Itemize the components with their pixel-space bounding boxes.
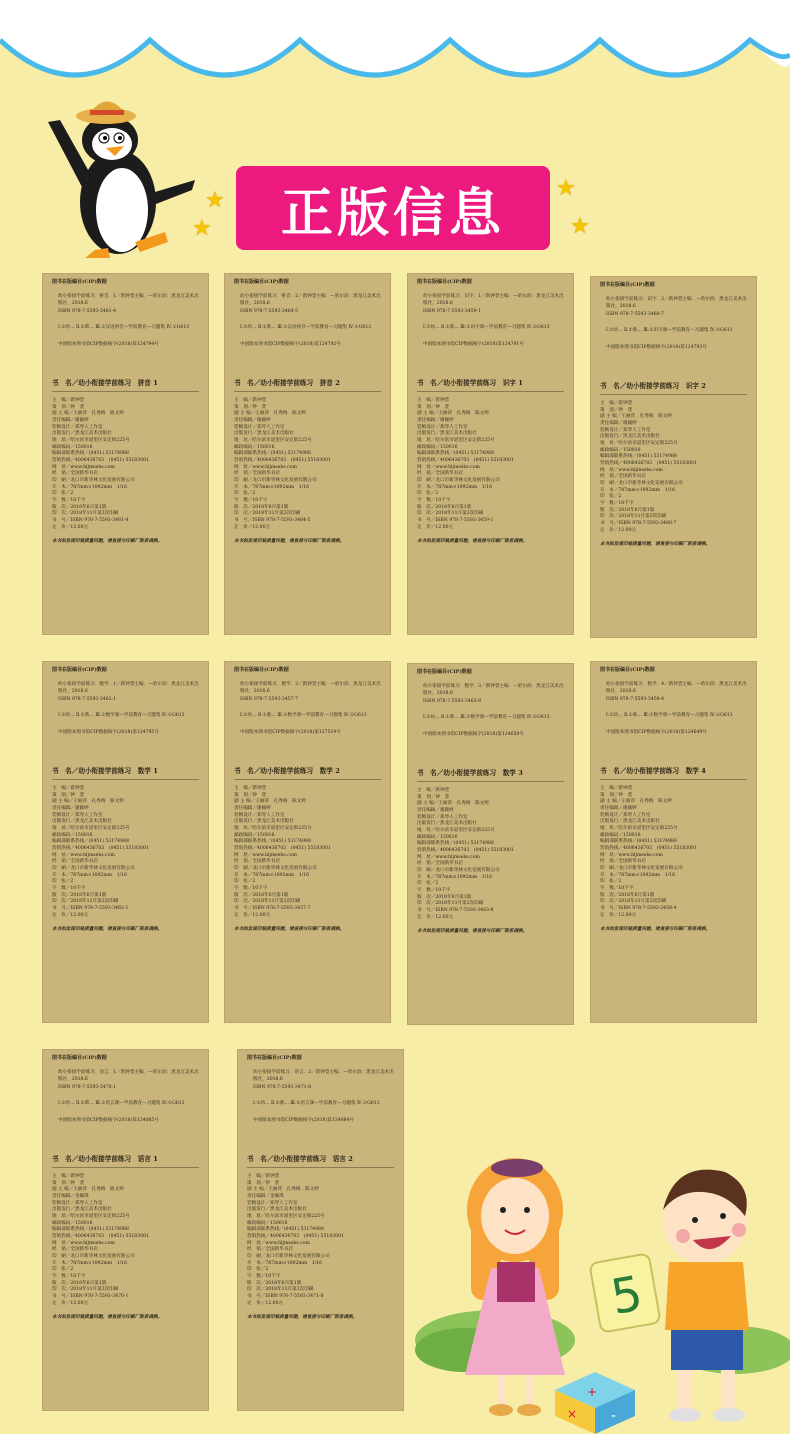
cip-header: 图书在版编目(CIP)数据 xyxy=(417,669,472,675)
publication-field: 主 编／新钟萱 xyxy=(234,398,267,404)
copyright-card xyxy=(42,661,209,1023)
publication-field: 字 数／10千字 xyxy=(234,497,268,503)
publication-field: 邮政编码／150016 xyxy=(600,447,641,453)
publication-field: 装帧设计／郑琴人工作室 xyxy=(52,812,103,818)
publication-field: 责任编辑／谢颖婷 xyxy=(234,806,271,812)
publication-field: 副 主 编／王丽萍 孔秀梅 陈文婷 xyxy=(247,1187,319,1193)
publication-field: 经 销／全国新华书店 xyxy=(52,1247,98,1253)
publication-field: 主 编／新钟萱 xyxy=(52,398,85,404)
publication-field: 网 址／www.hljmsebs.com xyxy=(52,852,115,858)
dice-minus: - xyxy=(611,1408,617,1424)
publication-field: 印 张／2 xyxy=(52,1267,74,1273)
publication-field: 编辑部联系热线／(0451) 53174988 xyxy=(234,839,311,845)
penguin-mascot-illustration xyxy=(40,92,200,262)
cip-number: 中国版本图书馆CIP数据核字(2018)第124794号 xyxy=(58,341,159,347)
publication-field: 版 次／2018年6月第1版 xyxy=(600,507,655,513)
publication-field: 字 数／10千字 xyxy=(52,1273,86,1279)
publication-field: 策 划／钟 萱 xyxy=(600,792,633,798)
publication-field: 网 址／www.hljmsebs.com xyxy=(417,854,480,860)
publication-field: 编辑部联系热线／(0451) 53174988 xyxy=(52,451,129,457)
publication-field: 印 次／2018年11月第2次印刷 xyxy=(52,1287,119,1293)
publication-field: 书 号／ISBN 978-7-5593-3458-4 xyxy=(600,905,677,911)
publication-field: 经 销／全国新华书店 xyxy=(234,859,280,865)
publication-field: 营销热线／4006436703 (0451) 55183001 xyxy=(600,460,697,466)
publication-field: 策 划／钟 萱 xyxy=(417,404,450,410)
publication-field: 经 销／全国新华书店 xyxy=(417,471,463,477)
publication-field: 开 本／787mm×1092mm 1/16 xyxy=(600,872,676,878)
copyright-card xyxy=(42,273,209,635)
cip-number: 中国版本图书馆CIP数据核字(2018)第124792号 xyxy=(240,341,341,347)
publication-field: 印 张／2 xyxy=(600,879,622,885)
publication-field: 营销热线／4006436703 (0451) 55183001 xyxy=(52,457,149,463)
copyright-card xyxy=(237,1049,404,1411)
cip-line: ISBN 978-7-5593-3457-7 xyxy=(240,696,299,702)
publication-field: 网 址／www.hljmsebs.com xyxy=(247,1240,310,1246)
publication-field: 字 数／10千字 xyxy=(234,885,268,891)
publication-field: 印 刷／龙口市新华林文化发展有限公司 xyxy=(600,865,683,871)
publication-field: 邮政编码／150016 xyxy=(52,1220,93,1226)
quality-notice: 本书如发现印装质量问题，请直接与印刷厂联系调换。 xyxy=(600,542,711,548)
dice-plus: + xyxy=(587,1385,598,1399)
publication-field: 定 价／12.00元 xyxy=(52,912,89,918)
publication-field: 主 编／新钟萱 xyxy=(600,401,633,407)
publication-field: 开 本／787mm×1092mm 1/16 xyxy=(417,874,493,880)
dice-times: × xyxy=(567,1407,578,1421)
publication-field: 出版发行／黑龙江美术出版社 xyxy=(52,1207,112,1213)
publication-field: 经 销／全国新华书店 xyxy=(52,471,98,477)
publication-field: 地 址／哈尔滨市道里区安定街225号 xyxy=(600,826,678,832)
cip-line: ISBN 978-7-5593-3464-5 xyxy=(240,308,299,314)
publication-field: 字 数／10千字 xyxy=(247,1273,281,1279)
publication-field: 营销热线／4006436703 (0451) 55183001 xyxy=(52,845,149,851)
publication-field: 编辑部联系热线／(0451) 53174988 xyxy=(234,451,311,457)
cip-line: ISBN 978-7-5593-3463-8 xyxy=(423,698,482,704)
publication-field: 定 价／12.00元 xyxy=(52,1300,89,1306)
book-title: 书 名／幼小衔接学前练习 数学 2 xyxy=(234,767,381,781)
cip-line: ISBN 978-7-5593-3461-4 xyxy=(58,308,117,314)
publication-field: 装帧设计／郑琴人工作室 xyxy=(234,424,285,430)
publication-field: 装帧设计／郑琴人工作室 xyxy=(600,812,651,818)
cip-line: 幼小衔接学前练习．语言．2／新钟萱主编．—哈尔滨：黑龙江美术出版社，2018.6 xyxy=(253,1070,394,1082)
book-title: 书 名／幼小衔接学前练习 识字 2 xyxy=(600,382,747,396)
publication-field: 邮政编码／150016 xyxy=(247,1220,288,1226)
publication-field: 出版发行／黑龙江美术出版社 xyxy=(52,431,112,437)
publication-field: 编辑部联系热线／(0451) 53174988 xyxy=(52,839,129,845)
publication-field: 印 张／2 xyxy=(247,1267,269,1273)
publication-field: 书 号／ISBN 978-7-5593-3471-8 xyxy=(247,1293,324,1299)
publication-field: 版 次／2018年6月第1版 xyxy=(417,504,472,510)
publication-field: 责任编辑／谢颖婷 xyxy=(417,808,454,814)
publication-field: 经 销／全国新华书店 xyxy=(600,474,646,480)
publication-field: 策 划／钟 萱 xyxy=(234,792,267,798)
publication-field: 版 次／2018年6月第1版 xyxy=(417,894,472,900)
publication-field: 开 本／787mm×1092mm 1/16 xyxy=(600,487,676,493)
publication-field: 策 划／钟 萱 xyxy=(600,407,633,413)
publication-field: 营销热线／4006436703 (0451) 55183001 xyxy=(417,457,514,463)
publication-field: 地 址／哈尔滨市道里区安定街225号 xyxy=(247,1214,325,1220)
classification-line: Ⅰ.①幼… Ⅱ.①新… Ⅲ.①汉语拼音—学前教育—习题集 Ⅳ.①G613 xyxy=(58,325,190,331)
cip-number: 中国版本图书馆CIP数据核字(2018)第124659号 xyxy=(423,731,524,737)
publication-field: 版 次／2018年6月第1版 xyxy=(52,504,107,510)
publication-field: 印 张／2 xyxy=(234,491,256,497)
publication-field: 出版发行／黑龙江美术出版社 xyxy=(247,1207,307,1213)
publication-field: 印 次／2018年11月第2次印刷 xyxy=(600,514,667,520)
publication-field: 网 址／www.hljmsebs.com xyxy=(600,467,663,473)
publication-field: 出版发行／黑龙江美术出版社 xyxy=(234,819,294,825)
publication-field: 营销热线／4006436703 (0451) 55183001 xyxy=(600,845,697,851)
cip-number: 中国版本图书馆CIP数据核字(2018)第134085号 xyxy=(58,1117,159,1123)
publication-field: 策 划／钟 萱 xyxy=(52,792,85,798)
publication-field: 地 址／哈尔滨市道里区安定街225号 xyxy=(417,828,495,834)
publication-field: 副 主 编／王丽萍 孔秀梅 陈文婷 xyxy=(52,1187,124,1193)
publication-field: 印 刷／龙口市新华林文化发展有限公司 xyxy=(52,865,135,871)
publication-field: 经 销／全国新华书店 xyxy=(52,859,98,865)
cip-line: ISBN 978-7-5593-3462-1 xyxy=(58,696,117,702)
publication-field: 印 次／2018年11月第2次印刷 xyxy=(417,901,484,907)
publication-field: 责任编辑／金佩琪 xyxy=(247,1194,284,1200)
publication-field: 印 次／2018年11月第2次印刷 xyxy=(234,511,301,517)
classification-line: Ⅰ.①幼… Ⅱ.①新… Ⅲ.①语言课—学前教育—习题集 Ⅳ.①G613 xyxy=(253,1101,380,1107)
publication-field: 主 编／新钟萱 xyxy=(52,1174,85,1180)
publication-field: 印 刷／龙口市新华林文化发展有限公司 xyxy=(417,867,500,873)
classification-line: Ⅰ.①幼… Ⅱ.①新… Ⅲ.①识字课—学前教育—习题集 Ⅳ.①G613 xyxy=(423,325,550,331)
publication-field: 邮政编码／150016 xyxy=(417,834,458,840)
publication-field: 书 号／ISBN 978-7-5593-3464-5 xyxy=(234,517,311,523)
publication-field: 编辑部联系热线／(0451) 53174988 xyxy=(247,1227,324,1233)
quality-notice: 本书如发现印装质量问题，请直接与印刷厂联系调换。 xyxy=(52,1315,163,1321)
publication-field: 邮政编码／150016 xyxy=(52,444,93,450)
publication-field: 编辑部联系热线／(0451) 53174988 xyxy=(600,839,677,845)
publication-field: 装帧设计／郑琴人工作室 xyxy=(234,812,285,818)
publication-field: 印 刷／龙口市新华林文化发展有限公司 xyxy=(417,477,500,483)
publication-field: 主 编／新钟萱 xyxy=(247,1174,280,1180)
publication-field: 定 价／12.00元 xyxy=(600,527,637,533)
publication-field: 经 销／全国新华书店 xyxy=(234,471,280,477)
cip-line: ISBN 978-7-5593-3459-1 xyxy=(423,308,482,314)
cip-line: 幼小衔接学前练习．识字．1／新钟萱主编．—哈尔滨：黑龙江美术出版社，2018.6 xyxy=(423,294,564,306)
cip-header: 图书在版编目(CIP)数据 xyxy=(52,667,107,673)
publication-field: 书 号／ISBN 978-7-5593-3462-1 xyxy=(52,905,129,911)
publication-field: 字 数／10千字 xyxy=(600,885,634,891)
publication-field: 营销热线／4006436703 (0451) 55183001 xyxy=(234,845,331,851)
publication-field: 邮政编码／150016 xyxy=(600,832,641,838)
cip-line: 幼小衔接学前练习．数学．1／新钟萱主编．—哈尔滨：黑龙江美术出版社，2018.6 xyxy=(58,682,199,694)
publication-field: 策 划／钟 萱 xyxy=(247,1180,280,1186)
publication-field: 开 本／787mm×1092mm 1/16 xyxy=(52,872,128,878)
publication-field: 出版发行／黑龙江美术出版社 xyxy=(234,431,294,437)
cip-line: 幼小衔接学前练习．拼音．2／新钟萱主编．—哈尔滨：黑龙江美术出版社，2018.6 xyxy=(240,294,381,306)
copyright-card xyxy=(407,273,574,635)
publication-field: 定 价／12.00元 xyxy=(234,524,271,530)
publication-field: 印 次／2018年11月第2次印刷 xyxy=(247,1287,314,1293)
publication-field: 印 次／2018年11月第2次印刷 xyxy=(52,899,119,905)
publication-field: 编辑部联系热线／(0451) 53174988 xyxy=(417,841,494,847)
publication-field: 印 刷／龙口市新华林文化发展有限公司 xyxy=(234,477,317,483)
book-title: 书 名／幼小衔接学前练习 语言 2 xyxy=(247,1155,394,1169)
publication-field: 定 价／12.00元 xyxy=(234,912,271,918)
publication-field: 副 主 编／王丽萍 孔秀梅 陈文婷 xyxy=(600,414,672,420)
publication-field: 地 址／哈尔滨市道里区安定街225号 xyxy=(234,438,312,444)
book-title: 书 名／幼小衔接学前练习 拼音 1 xyxy=(52,379,199,393)
publication-field: 书 号／ISBN 978-7-5593-3460-7 xyxy=(600,520,677,526)
publication-field: 邮政编码／150016 xyxy=(234,444,275,450)
classification-line: Ⅰ.①幼… Ⅱ.①新… Ⅲ.①汉语拼音—学前教育—习题集 Ⅳ.①G613 xyxy=(240,325,372,331)
quality-notice: 本书如发现印装质量问题，请直接与印刷厂联系调换。 xyxy=(52,927,163,933)
publication-field: 邮政编码／150016 xyxy=(417,444,458,450)
publication-field: 定 价／12.00元 xyxy=(600,912,637,918)
publication-field: 印 刷／龙口市新华林文化发展有限公司 xyxy=(247,1253,330,1259)
publication-field: 印 张／2 xyxy=(417,491,439,497)
publication-field: 营销热线／4006436703 (0451) 55183001 xyxy=(234,457,331,463)
copyright-card xyxy=(590,661,757,1023)
publication-field: 责任编辑／谢颖婷 xyxy=(52,806,89,812)
cip-number: 中国版本图书馆CIP数据核字(2018)第127519号 xyxy=(240,729,341,735)
publication-field: 印 张／2 xyxy=(600,494,622,500)
copyright-card xyxy=(224,661,391,1023)
publication-field: 经 销／全国新华书店 xyxy=(247,1247,293,1253)
publication-field: 经 销／全国新华书店 xyxy=(600,859,646,865)
star-icon: ★ xyxy=(556,176,576,201)
kids-playing-illustration xyxy=(405,1150,790,1434)
publication-field: 网 址／www.hljmsebs.com xyxy=(417,464,480,470)
publication-field: 开 本／787mm×1092mm 1/16 xyxy=(234,484,310,490)
publication-field: 责任编辑／谢颖婷 xyxy=(417,418,454,424)
cip-line: ISBN 978-7-5593-3460-7 xyxy=(606,311,665,317)
cip-header: 图书在版编目(CIP)数据 xyxy=(600,282,655,288)
publication-field: 主 编／新钟萱 xyxy=(417,788,450,794)
publication-field: 策 划／钟 萱 xyxy=(234,404,267,410)
copyright-card xyxy=(42,1049,209,1411)
quality-notice: 本书如发现印装质量问题，请直接与印刷厂联系调换。 xyxy=(234,927,345,933)
publication-field: 地 址／哈尔滨市道里区安定街225号 xyxy=(52,438,130,444)
quality-notice: 本书如发现印装质量问题，请直接与印刷厂联系调换。 xyxy=(417,539,528,545)
publication-field: 责任编辑／谢颖婷 xyxy=(234,418,271,424)
publication-field: 出版发行／黑龙江美术出版社 xyxy=(417,821,477,827)
publication-field: 责任编辑／谢颖婷 xyxy=(600,421,637,427)
cip-line: ISBN 978-7-5593-3458-4 xyxy=(606,696,665,702)
publication-field: 装帧设计／郑琴人工作室 xyxy=(52,1200,103,1206)
publication-field: 地 址／哈尔滨市道里区安定街225号 xyxy=(52,1214,130,1220)
classification-line: Ⅰ.①幼… Ⅱ.①新… Ⅲ.①数学课—学前教育—习题集 Ⅳ.①G613 xyxy=(240,713,367,719)
star-icon: ★ xyxy=(205,188,225,213)
cip-line: 幼小衔接学前练习．数学．4／新钟萱主编．—哈尔滨：黑龙江美术出版社，2018.6 xyxy=(606,682,747,694)
publication-field: 版 次／2018年6月第1版 xyxy=(247,1280,302,1286)
publication-field: 主 编／新钟萱 xyxy=(52,786,85,792)
publication-field: 印 次／2018年11月第2次印刷 xyxy=(417,511,484,517)
copyright-card xyxy=(224,273,391,635)
quality-notice: 本书如发现印装质量问题，请直接与印刷厂联系调换。 xyxy=(234,539,345,545)
cip-header: 图书在版编目(CIP)数据 xyxy=(52,1055,107,1061)
cip-line: 幼小衔接学前练习．语言．1／新钟萱主编．—哈尔滨：黑龙江美术出版社，2018.6 xyxy=(58,1070,199,1082)
publication-field: 主 编／新钟萱 xyxy=(234,786,267,792)
book-title: 书 名／幼小衔接学前练习 数学 3 xyxy=(417,769,564,783)
publication-field: 定 价／12.00元 xyxy=(417,914,454,920)
cip-number: 中国版本图书馆CIP数据核字(2018)第134084号 xyxy=(253,1117,354,1123)
publication-field: 定 价／12.00元 xyxy=(417,524,454,530)
page-title-banner: 正版信息 xyxy=(236,166,550,250)
publication-field: 网 址／www.hljmsebs.com xyxy=(52,464,115,470)
publication-field: 出版发行／黑龙江美术出版社 xyxy=(52,819,112,825)
classification-line: Ⅰ.①幼… Ⅱ.①新… Ⅲ.①数学课—学前教育—习题集 Ⅳ.①G613 xyxy=(423,715,550,721)
publication-field: 营销热线／4006436703 (0451) 55183001 xyxy=(417,847,514,853)
cip-line: 幼小衔接学前练习．识字．2／新钟萱主编．—哈尔滨：黑龙江美术出版社，2018.6 xyxy=(606,297,747,309)
publication-field: 字 数／10千字 xyxy=(417,887,451,893)
cip-header: 图书在版编目(CIP)数据 xyxy=(234,667,289,673)
publication-field: 开 本／787mm×1092mm 1/16 xyxy=(52,1260,128,1266)
publication-field: 书 号／ISBN 978-7-5593-3463-8 xyxy=(417,907,494,913)
book-title: 书 名／幼小衔接学前练习 数学 1 xyxy=(52,767,199,781)
cip-number: 中国版本图书馆CIP数据核字(2018)第124795号 xyxy=(58,729,159,735)
publication-field: 版 次／2018年6月第1版 xyxy=(52,892,107,898)
cip-line: ISBN 978-7-5593-3471-8 xyxy=(253,1084,312,1090)
publication-field: 营销热线／4006436703 (0451) 55183001 xyxy=(52,1233,149,1239)
publication-field: 出版发行／黑龙江美术出版社 xyxy=(417,431,477,437)
publication-field: 版 次／2018年6月第1版 xyxy=(234,892,289,898)
publication-field: 编辑部联系热线／(0451) 53174988 xyxy=(600,454,677,460)
publication-field: 策 划／钟 萱 xyxy=(52,404,85,410)
book-title: 书 名／幼小衔接学前练习 语言 1 xyxy=(52,1155,199,1169)
cip-line: 幼小衔接学前练习．数学．3／新钟萱主编．—哈尔滨：黑龙江美术出版社，2018.6 xyxy=(423,684,564,696)
classification-line: Ⅰ.①幼… Ⅱ.①新… Ⅲ.①语言课—学前教育—习题集 Ⅳ.①G613 xyxy=(58,1101,185,1107)
classification-line: Ⅰ.①幼… Ⅱ.①新… Ⅲ.①数学课—学前教育—习题集 Ⅳ.①G613 xyxy=(606,713,733,719)
publication-field: 开 本／787mm×1092mm 1/16 xyxy=(247,1260,323,1266)
copyright-card xyxy=(590,276,757,638)
cip-header: 图书在版编目(CIP)数据 xyxy=(234,279,289,285)
quality-notice: 本书如发现印装质量问题，请直接与印刷厂联系调换。 xyxy=(52,539,163,545)
publication-field: 营销热线／4006436703 (0451) 55183001 xyxy=(247,1233,344,1239)
publication-field: 印 刷／龙口市新华林文化发展有限公司 xyxy=(234,865,317,871)
publication-field: 责任编辑／谢颖婷 xyxy=(52,418,89,424)
cip-line: 幼小衔接学前练习．数学．2／新钟萱主编．—哈尔滨：黑龙江美术出版社，2018.6 xyxy=(240,682,381,694)
publication-field: 字 数／10千字 xyxy=(52,885,86,891)
publication-field: 出版发行／黑龙江美术出版社 xyxy=(600,434,660,440)
cip-header: 图书在版编目(CIP)数据 xyxy=(600,667,655,673)
cip-header: 图书在版编目(CIP)数据 xyxy=(417,279,472,285)
cip-number: 中国版本图书馆CIP数据核字(2018)第124649号 xyxy=(606,729,707,735)
publication-field: 副 主 编／王丽萍 孔秀梅 陈文婷 xyxy=(52,799,124,805)
quality-notice: 本书如发现印装质量问题，请直接与印刷厂联系调换。 xyxy=(417,929,528,935)
cip-line: 幼小衔接学前练习．拼音．1／新钟萱主编．—哈尔滨：黑龙江美术出版社，2018.6 xyxy=(58,294,199,306)
publication-field: 策 划／钟 萱 xyxy=(52,1180,85,1186)
publication-field: 装帧设计／郑琴人工作室 xyxy=(247,1200,298,1206)
publication-field: 地 址／哈尔滨市道里区安定街225号 xyxy=(52,826,130,832)
book-title: 书 名／幼小衔接学前练习 数学 4 xyxy=(600,767,747,781)
publication-field: 印 张／2 xyxy=(52,879,74,885)
cip-number: 中国版本图书馆CIP数据核字(2018)第124791号 xyxy=(423,341,524,347)
publication-field: 副 主 编／王丽萍 孔秀梅 陈文婷 xyxy=(600,799,672,805)
publication-field: 版 次／2018年6月第1版 xyxy=(600,892,655,898)
cip-number: 中国版本图书馆CIP数据核字(2018)第124793号 xyxy=(606,344,707,350)
publication-field: 邮政编码／150016 xyxy=(52,832,93,838)
publication-field: 副 主 编／王丽萍 孔秀梅 陈文婷 xyxy=(52,411,124,417)
publication-field: 印 次／2018年11月第2次印刷 xyxy=(600,899,667,905)
book-title: 书 名／幼小衔接学前练习 拼音 2 xyxy=(234,379,381,393)
quality-notice: 本书如发现印装质量问题，请直接与印刷厂联系调换。 xyxy=(247,1315,358,1321)
publication-field: 书 号／ISBN 978-7-5593-3470-1 xyxy=(52,1293,129,1299)
publication-field: 印 次／2018年11月第2次印刷 xyxy=(52,511,119,517)
publication-field: 地 址／哈尔滨市道里区安定街225号 xyxy=(600,441,678,447)
publication-field: 副 主 编／王丽萍 孔秀梅 陈文婷 xyxy=(234,799,306,805)
publication-field: 开 本／787mm×1092mm 1/16 xyxy=(234,872,310,878)
publication-field: 主 编／新钟萱 xyxy=(600,786,633,792)
publication-field: 版 次／2018年6月第1版 xyxy=(234,504,289,510)
publication-field: 出版发行／黑龙江美术出版社 xyxy=(600,819,660,825)
publication-field: 印 张／2 xyxy=(417,881,439,887)
publication-field: 责任编辑／谢颖婷 xyxy=(600,806,637,812)
publication-field: 印 刷／龙口市新华林文化发展有限公司 xyxy=(600,480,683,486)
publication-field: 副 主 编／王丽萍 孔秀梅 陈文婷 xyxy=(417,801,489,807)
classification-line: Ⅰ.①幼… Ⅱ.①新… Ⅲ.①识字课—学前教育—习题集 Ⅳ.①G613 xyxy=(606,328,733,334)
publication-field: 网 址／www.hljmsebs.com xyxy=(600,852,663,858)
publication-field: 装帧设计／郑琴人工作室 xyxy=(600,427,651,433)
publication-field: 网 址／www.hljmsebs.com xyxy=(234,464,297,470)
publication-field: 编辑部联系热线／(0451) 53174988 xyxy=(417,451,494,457)
publication-field: 地 址／哈尔滨市道里区安定街225号 xyxy=(417,438,495,444)
quality-notice: 本书如发现印装质量问题，请直接与印刷厂联系调换。 xyxy=(600,927,711,933)
publication-field: 书 号／ISBN 978-7-5593-3461-4 xyxy=(52,517,129,523)
publication-field: 字 数／10千字 xyxy=(600,500,634,506)
publication-field: 定 价／12.00元 xyxy=(52,524,89,530)
scalloped-header-band xyxy=(0,0,790,95)
number-card-digit: 5 xyxy=(606,1265,647,1326)
publication-field: 印 刷／龙口市新华林文化发展有限公司 xyxy=(52,477,135,483)
publication-field: 书 号／ISBN 978-7-5593-3459-1 xyxy=(417,517,494,523)
publication-field: 印 张／2 xyxy=(52,491,74,497)
cip-header: 图书在版编目(CIP)数据 xyxy=(247,1055,302,1061)
publication-field: 副 主 编／王丽萍 孔秀梅 陈文婷 xyxy=(234,411,306,417)
publication-field: 装帧设计／郑琴人工作室 xyxy=(417,814,468,820)
classification-line: Ⅰ.①幼… Ⅱ.①新… Ⅲ.①数学课—学前教育—习题集 Ⅳ.①G613 xyxy=(58,713,185,719)
publication-field: 装帧设计／郑琴人工作室 xyxy=(52,424,103,430)
publication-field: 开 本／787mm×1092mm 1/16 xyxy=(417,484,493,490)
publication-field: 策 划／钟 萱 xyxy=(417,794,450,800)
cip-line: ISBN 978-7-5593-3470-1 xyxy=(58,1084,117,1090)
publication-field: 印 次／2018年11月第2次印刷 xyxy=(234,899,301,905)
publication-field: 版 次／2018年6月第1版 xyxy=(52,1280,107,1286)
publication-field: 网 址／www.hljmsebs.com xyxy=(52,1240,115,1246)
publication-field: 字 数／10千字 xyxy=(417,497,451,503)
publication-field: 副 主 编／王丽萍 孔秀梅 陈文婷 xyxy=(417,411,489,417)
publication-field: 印 刷／龙口市新华林文化发展有限公司 xyxy=(52,1253,135,1259)
book-title: 书 名／幼小衔接学前练习 识字 1 xyxy=(417,379,564,393)
publication-field: 字 数／10千字 xyxy=(52,497,86,503)
publication-field: 书 号／ISBN 978-7-5593-3457-7 xyxy=(234,905,311,911)
publication-field: 装帧设计／郑琴人工作室 xyxy=(417,424,468,430)
publication-field: 地 址／哈尔滨市道里区安定街225号 xyxy=(234,826,312,832)
publication-field: 经 销／全国新华书店 xyxy=(417,861,463,867)
copyright-card xyxy=(407,663,574,1025)
cip-header: 图书在版编目(CIP)数据 xyxy=(52,279,107,285)
publication-field: 邮政编码／150016 xyxy=(234,832,275,838)
star-icon: ★ xyxy=(570,214,590,239)
publication-field: 编辑部联系热线／(0451) 53174988 xyxy=(52,1227,129,1233)
publication-field: 主 编／新钟萱 xyxy=(417,398,450,404)
publication-field: 定 价／12.00元 xyxy=(247,1300,284,1306)
publication-field: 责任编辑／金佩琪 xyxy=(52,1194,89,1200)
publication-field: 开 本／787mm×1092mm 1/16 xyxy=(52,484,128,490)
publication-field: 网 址／www.hljmsebs.com xyxy=(234,852,297,858)
publication-field: 印 张／2 xyxy=(234,879,256,885)
star-icon: ★ xyxy=(192,216,212,241)
